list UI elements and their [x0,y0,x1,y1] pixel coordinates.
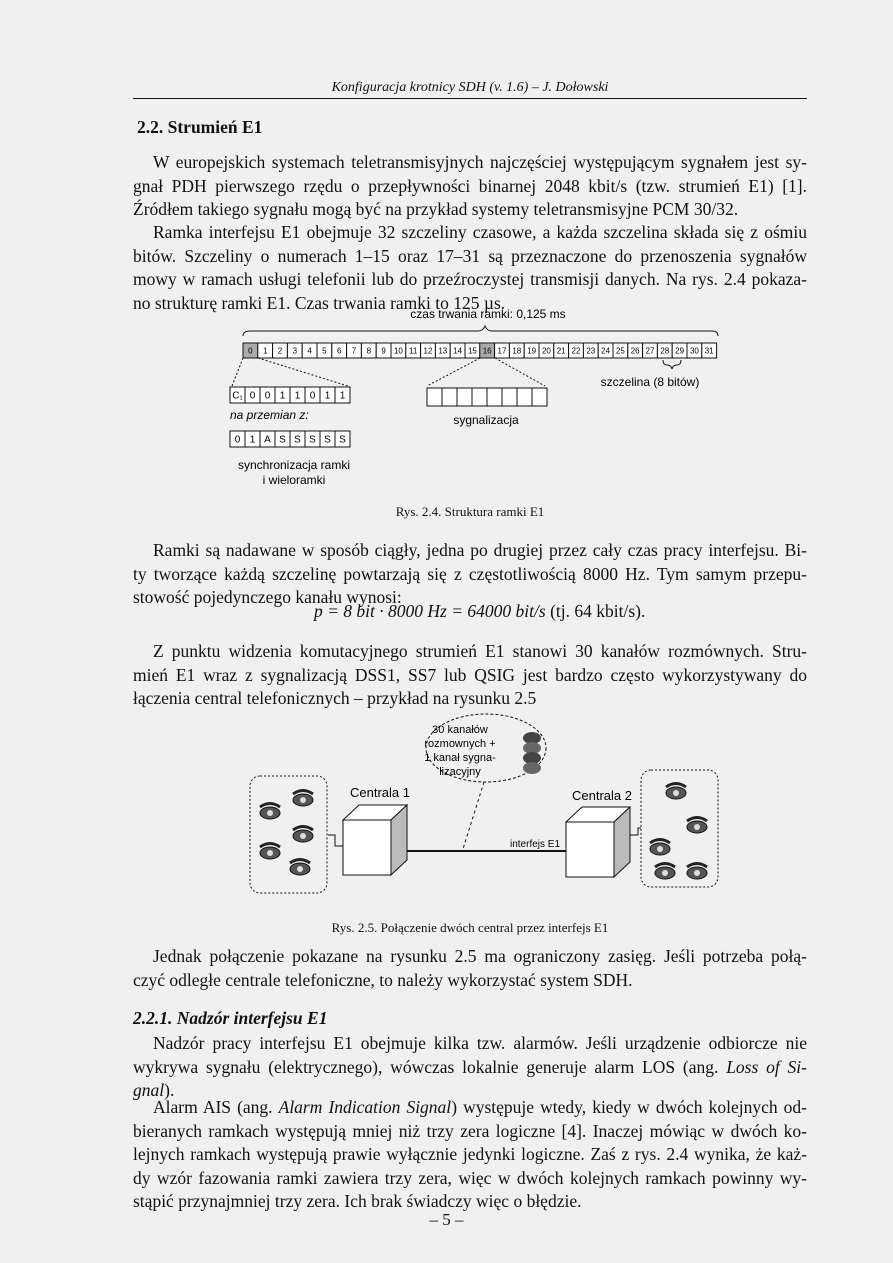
section-title: 2.2. Strumień E1 [137,117,263,137]
telephone-icon [260,844,280,860]
bubble-line: 1 kanał sygna- [424,752,496,764]
bit-label: S [294,434,301,446]
paragraph-1 [133,151,807,222]
bubble-pointer [462,782,484,852]
text-fragment: ). [164,1080,175,1100]
frame-bits-row [230,387,350,403]
text-line: lejnych ramkach występują prawie wyłącznie jedynki logiczne. Zaś z rys. 2.4 wynika, że każ- [133,1144,807,1164]
two-exchanges-diagram [0,710,893,910]
bit-cell [472,388,487,406]
exchange-1-label: Centrala 1 [350,785,410,800]
bit-label: 7 [351,346,357,356]
bit-label: 13 [438,346,448,356]
dashed-line [232,358,243,386]
text-line: no strukturę ramki E1. Czas trwania ramki to 125 µs. [133,292,506,313]
text-fragment: ) występuje wtedy, kiedy w dwóch kolejnych od- [451,1097,807,1117]
bit-label: C₁ [232,390,243,402]
phones-group-left [250,776,327,893]
bit-cell [457,388,472,406]
text-line: gnał PDH pierwszego rzędu o przepływności binarnej 2048 kbit/s (tzw. strumień E1) [1]. [133,175,807,196]
telephone-icon [666,784,686,800]
subsection-title: 2.2.1. Nadzór interfejsu E1 [133,1008,328,1028]
text-line: Źródłem takiego sygnału mogą być na przykład systemy teletransmisyjne PCM 30/32. [133,199,739,219]
throughput-formula [314,601,645,622]
text-fragment-italic: gnal [133,1080,165,1100]
bit-label: 15 [467,346,477,356]
text-line: łączenia central telefonicznych – przykład na rysunku 2.5 [133,688,537,708]
bit-label: S [324,434,331,446]
bit-label: 0 [264,390,271,402]
figure-caption-2-5: Rys. 2.5. Połączenie dwóch central przez interfejs E1 [331,920,609,935]
paragraph-3 [133,539,807,610]
connector-right [630,828,641,835]
bit-label: A [264,434,271,446]
text-line: Z punktu widzenia komutacyjnego strumień E1 stanowi 30 kanałów rozmównych. Stru- [153,641,807,661]
telephone-icon [687,864,707,880]
slot-brace [663,360,681,369]
bit-label: 10 [393,346,403,356]
exchange-1-box [343,805,407,875]
bubble-line: 30 kanałów [432,724,488,736]
telephone-icon [293,791,313,807]
telephone-icon [650,840,670,856]
bit-label: 1 [324,390,331,402]
bit-label: 30 [689,346,699,356]
subsection-paragraph-2 [133,1096,807,1214]
bit-label: S [279,434,286,446]
bit-label: 1 [249,434,256,446]
bit-label: 26 [630,346,640,356]
bit-label: 21 [556,346,566,356]
bit-label: 11 [409,346,418,356]
text-fragment: wykrywa sygnału (elektrycznego), wówczas lokalnie generuje alarm LOS (ang. [133,1056,727,1077]
exchange-2-box [566,807,630,877]
alternate-label: na przemian z: [230,408,309,422]
text-fragment-italic: Loss of Si- [726,1056,807,1077]
bit-label: 23 [586,346,596,356]
bit-label: 18 [512,346,522,356]
bit-label: 17 [497,346,507,356]
bubble-line: rozmownych + [424,738,496,750]
bubble-line: lizacyjny [439,766,481,778]
formula-note: (tj. 64 kbit/s). [545,601,646,621]
text-line: stąpić przynajmniej trzy zera. Ich brak świadczy więc o błędzie. [133,1191,582,1211]
text-line: Jednak połączenie pokazane na rysunku 2.5 ma ograniczony zasięg. Jeśli potrzeba połą- [153,946,807,966]
bit-cell [517,388,532,406]
telephone-icon [655,864,675,880]
connector-left [328,835,343,846]
exchange-2-label: Centrala 2 [572,788,632,803]
bit-label: 14 [453,346,463,356]
frame-duration-label: czas trwania ramki: 0,125 ms [410,307,566,321]
signaling-label: sygnalizacja [453,413,519,427]
formula-expression: p = 8 bit · 8000 Hz = 64000 bit/s [314,601,546,621]
bit-cell [427,388,442,406]
bit-label: 31 [704,346,714,356]
text-line: ty tworzące każdą szczelinę powtarzają się z częstotliwością 8000 Hz. Tym samym przepu- [133,563,807,584]
phone-stack-icon [523,732,541,774]
alt-bits-row [230,431,350,447]
bit-label: 12 [423,346,433,356]
bit-label: 19 [527,346,537,356]
bit-label: 28 [660,346,670,356]
bit-label: S [339,434,346,446]
sync-label-2: i wieloramki [262,473,326,487]
text-line: Ramki są nadawane w sposób ciągły, jedna po drugiej przez cały czas pracy interfejsu. Bi- [153,540,807,560]
text-line: W europejskich systemach teletransmisyjnych najczęściej występującym sygnałem jest sy- [153,152,807,172]
text-line: mowy w ramach usługi telefonii lub do przeźroczystej transmisji danych. Na rys. 2.4 pokaza- [133,269,807,289]
page-number: – 5 – [429,1210,464,1229]
figure-caption-2-4: Rys. 2.4. Struktura ramki E1 [395,504,545,519]
telephone-icon [293,827,313,843]
bit-label: 22 [571,346,581,356]
telephone-icon [260,804,280,820]
text-line: bieranych ramkach występują mniej niż trzy zera logiczne [4]. Inaczej mówiąc w dwóch ko- [133,1120,807,1141]
bit-label: 2 [277,346,283,356]
text-line: Nadzór pracy interfejsu E1 obejmuje kilka tzw. alarmów. Jeśli urządzenie odbiorcze nie [153,1033,807,1053]
text-line: Ramka interfejsu E1 obejmuje 32 szczeliny czasowe, a każda szczelina składa się z ośmiu [153,222,807,242]
bit-label: 0 [234,434,241,446]
bit-label: 3 [292,346,298,356]
paragraph-4 [133,640,807,711]
bit-cell [532,388,547,406]
bit-label: 0 [309,390,316,402]
bit-label: 6 [336,346,342,356]
bit-label: 0 [248,346,253,356]
dashed-line [258,358,348,386]
signaling-bits-row [427,388,547,406]
dashed-line [495,358,545,386]
subsection-paragraph-1 [133,1032,807,1103]
bit-cell [487,388,502,406]
bit-label: 20 [541,346,551,356]
bit-label: 0 [249,390,256,402]
slot-row [243,343,717,358]
text-fragment: Alarm AIS (ang. [153,1097,279,1117]
bit-label: 16 [482,346,492,356]
bit-label: 5 [322,346,327,356]
telephone-icon [687,818,707,834]
text-line: bitów. Szczeliny o numerach 1–15 oraz 17–31 są przeznaczone do przenoszenia sygnałów [133,245,807,266]
e1-frame-structure-diagram [0,300,893,500]
bit-label: 8 [366,346,372,356]
bit-label: 9 [381,346,386,356]
bit-label: 1 [279,390,286,402]
text-line [133,1056,807,1080]
running-header: Konfiguracja krotnicy SDH (v. 1.6) – J. Dołowski [133,80,807,99]
text-line: dy wzór fazowania ramki zawiera trzy zera, więc w dwóch kolejnych ramkach powinny wy- [133,1167,807,1188]
telephone-icon [290,860,310,876]
bit-cell [502,388,517,406]
paragraph-5 [133,945,807,992]
slot-label: szczelina (8 bitów) [600,375,700,389]
text-line: stowość pojedynczego kanału wynosi: [133,587,402,607]
bit-label: 25 [615,346,625,356]
frame-brace [243,326,718,336]
sync-label-1: synchronizacja ramki [237,458,351,472]
bit-label: 1 [294,390,301,402]
text-line: mień E1 wraz z sygnalizacją DSS1, SS7 lub QSIG jest bardzo często wykorzystywany do [133,664,807,685]
dashed-line [427,358,480,386]
bit-label: 4 [307,346,312,356]
text-line [133,1096,807,1120]
bit-label: 29 [675,346,685,356]
bit-cell [442,388,457,406]
e1-link-label: interfejs E1 [510,839,561,850]
bit-label: 27 [645,346,655,356]
bit-label: 1 [262,346,268,356]
bit-label: 24 [601,346,611,356]
bit-label: S [309,434,316,446]
text-line: czyć odległe centrale telefoniczne, to należy wykorzystać system SDH. [133,969,633,990]
bit-label: 1 [339,390,346,402]
text-fragment-italic: Alarm Indication Signal [278,1097,452,1117]
